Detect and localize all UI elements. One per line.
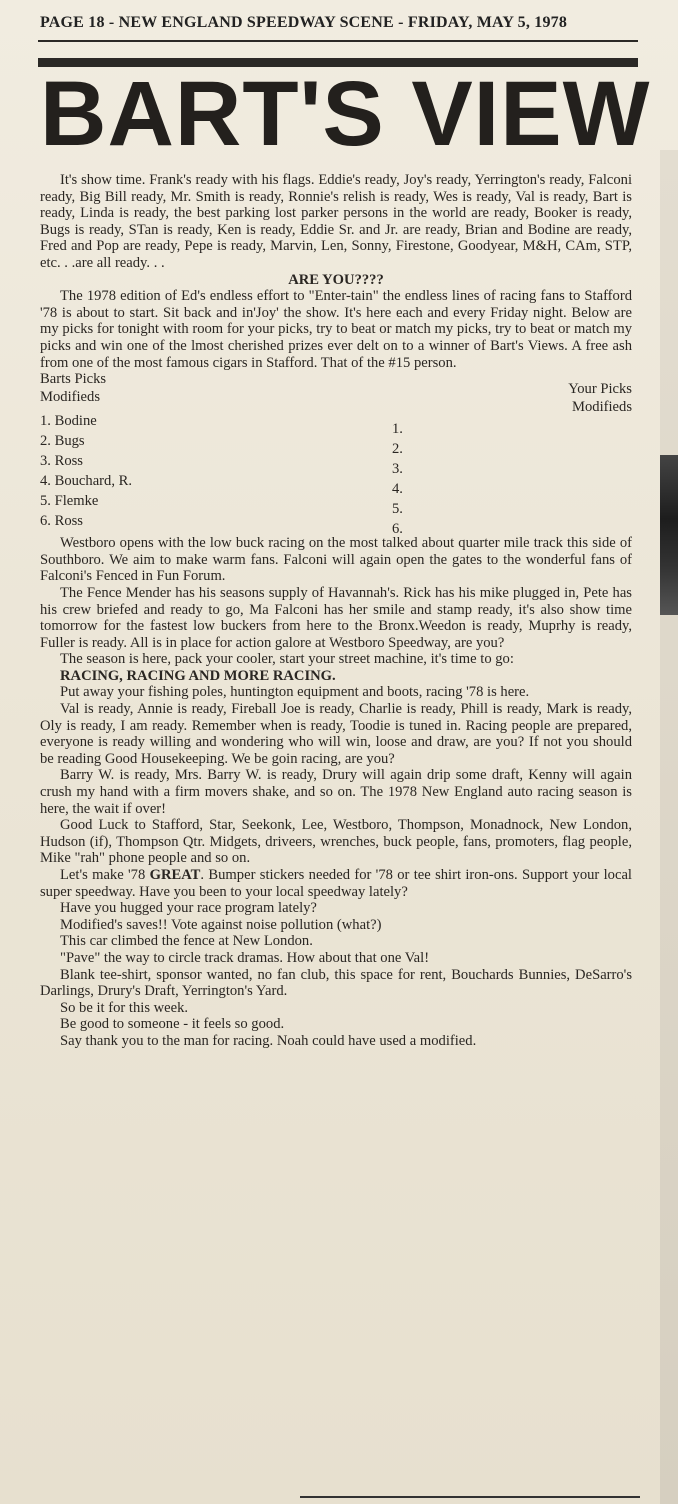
- season-paragraph: The season is here, pack your cooler, start your street machine, it's time to go:: [60, 651, 514, 668]
- blank-tee-paragraph: Blank tee-shirt, sponsor wanted, no fan club, this space for rent, Bouchards Bunnies, DeSarro's Darlings, Drury's Draft, Yerrington's Yard.: [40, 966, 632, 1000]
- racing-heading: RACING, RACING AND MORE RACING.: [60, 667, 336, 684]
- barts-pick-item: 4. Bouchard, R.: [40, 473, 133, 490]
- modified-line: Modified's saves!! Vote against noise pollution (what?): [60, 916, 382, 933]
- great-paragraph: [40, 867, 632, 900]
- your-picks-heading: Your Picks: [568, 381, 632, 398]
- great-text-start: Let's make '78: [60, 867, 150, 883]
- your-pick-slot: 5.: [392, 501, 403, 518]
- westboro-paragraph: Westboro opens with the low buck racing on the most talked about quarter mile track this side of Southboro. We aim to make warm fans. Falconi will again open the gates to the wonderful fans of Falconi's Fenced in Fun Forum.: [40, 535, 632, 585]
- edition-paragraph: The 1978 edition of Ed's endless effort to "Enter-tain" the endless lines of racing fans to Stafford '78 is about to start. Sit back and in'Joy' the show. It's here each and every Friday night. Below are my picks for tonight with room for your picks, try to beat or match my picks, try to beat or match my picks and win one of the lmost cherished prizes ever delt on to a winner of Bart's Views. A free ash from one of the most famous cigars in Stafford. That of the #15 person.: [40, 288, 632, 371]
- barts-pick-item: 1. Bodine: [40, 413, 97, 430]
- great-bold: GREAT: [149, 867, 201, 883]
- picks-section: [40, 371, 632, 538]
- say-thanks-line: Say thank you to the man for racing. Noah could have used a modified.: [60, 1032, 477, 1049]
- bottom-rule: [300, 1496, 640, 1498]
- page-header: PAGE 18 - NEW ENGLAND SPEEDWAY SCENE - FRIDAY, MAY 5, 1978: [40, 14, 568, 31]
- your-pick-slot: 1.: [392, 421, 403, 438]
- column-title: BART'S VIEW: [40, 63, 651, 165]
- hugged-line: Have you hugged your race program lately?: [60, 900, 317, 917]
- article-body: [40, 172, 632, 1050]
- be-good-line: Be good to someone - it feels so good.: [60, 1016, 285, 1033]
- your-pick-slot: 2.: [392, 441, 403, 458]
- climbed-line: This car climbed the fence at New London.: [60, 933, 313, 950]
- good-luck-paragraph: Good Luck to Stafford, Star, Seekonk, Lee, Westboro, Thompson, Monadnock, New London, Hudson (if), Thompson Qtr. Midgets, driveers, wrenches, buck people, fans, promoters, flag people, Mike "rah" phone people and so on.: [40, 817, 632, 867]
- your-picks-list: [392, 419, 403, 539]
- intro-paragraph: It's show time. Frank's ready with his flags. Eddie's ready, Joy's ready, Yerrington's ready, Falconi ready, Big Bill ready, Mr. Smith is ready, Ronnie's relish is ready, Wes is ready, Val is ready, Bart is ready, Linda is ready, the best parking lost parker persons in the world are ready, Booker is ready, Bugs is ready, STan is ready, Ken is ready, Eddie Sr. and Jr. are ready, Brian and Bodine are ready, Fred and Pop are ready, Pepe is ready, Marvin, Len, Sonny, Firestone, Goodyear, M&H, CAm, STP, etc. . .are all ready. . .: [40, 172, 632, 271]
- barts-picks-subheading: Modifieds: [40, 389, 100, 406]
- so-be-it-line: So be it for this week.: [60, 999, 189, 1016]
- adjacent-column-edge: [660, 150, 678, 1504]
- barts-pick-item: 3. Ross: [40, 453, 83, 470]
- your-picks-subheading: Modifieds: [572, 399, 632, 416]
- barts-pick-item: 2. Bugs: [40, 433, 85, 450]
- fishing-paragraph: Put away your fishing poles, huntington equipment and boots, racing '78 is here.: [60, 684, 530, 701]
- header-rule: [38, 40, 638, 42]
- pave-line: "Pave" the way to circle track dramas. How about that one Val!: [60, 949, 430, 966]
- barts-pick-item: 6. Ross: [40, 513, 83, 530]
- great-text-end: . Bumper stickers needed for '78 or tee shirt iron-ons. Support your local super speedway. Have you been to your local speedway lately?: [40, 867, 632, 900]
- adjacent-photo-edge: [660, 455, 678, 615]
- barts-pick-item: 5. Flemke: [40, 493, 99, 510]
- barts-picks-heading: Barts Picks: [40, 371, 107, 388]
- val-paragraph: Val is ready, Annie is ready, Fireball Joe is ready, Charlie is ready, Phill is ready, Mark is ready, Oly is ready, I am ready. Remember when is ready, Toodie is tuned in. Racing people are prepared, everyone is ready willing and wondering who will win, loose and draw, are you? If not you should be reading Good Housekeeping. We be goin racing, are you?: [40, 701, 632, 767]
- barry-paragraph: Barry W. is ready, Mrs. Barry W. is ready, Drury will again drip some draft, Kenny will again crush my hand with a firm movers shake, and so on. The 1978 New England auto racing season is here, the wait if over!: [40, 767, 632, 817]
- barts-picks-list: [40, 411, 132, 531]
- your-pick-slot: 4.: [392, 481, 403, 498]
- your-pick-slot: 3.: [392, 461, 403, 478]
- fence-mender-paragraph: The Fence Mender has his seasons supply of Havannah's. Rick has his mike plugged in, Pete has his crew briefed and ready to go, Ma Falconi has her smile and stamp ready, it's also show time tomorrow for the fastest low buckers from here to the Bronx.Weedon is ready, Muprhy is ready, Fuller is ready. All is in place for action galore at Westboro Speedway, are you?: [40, 584, 632, 651]
- are-you-heading: ARE YOU????: [288, 271, 384, 288]
- your-pick-slot: 6.: [392, 521, 403, 538]
